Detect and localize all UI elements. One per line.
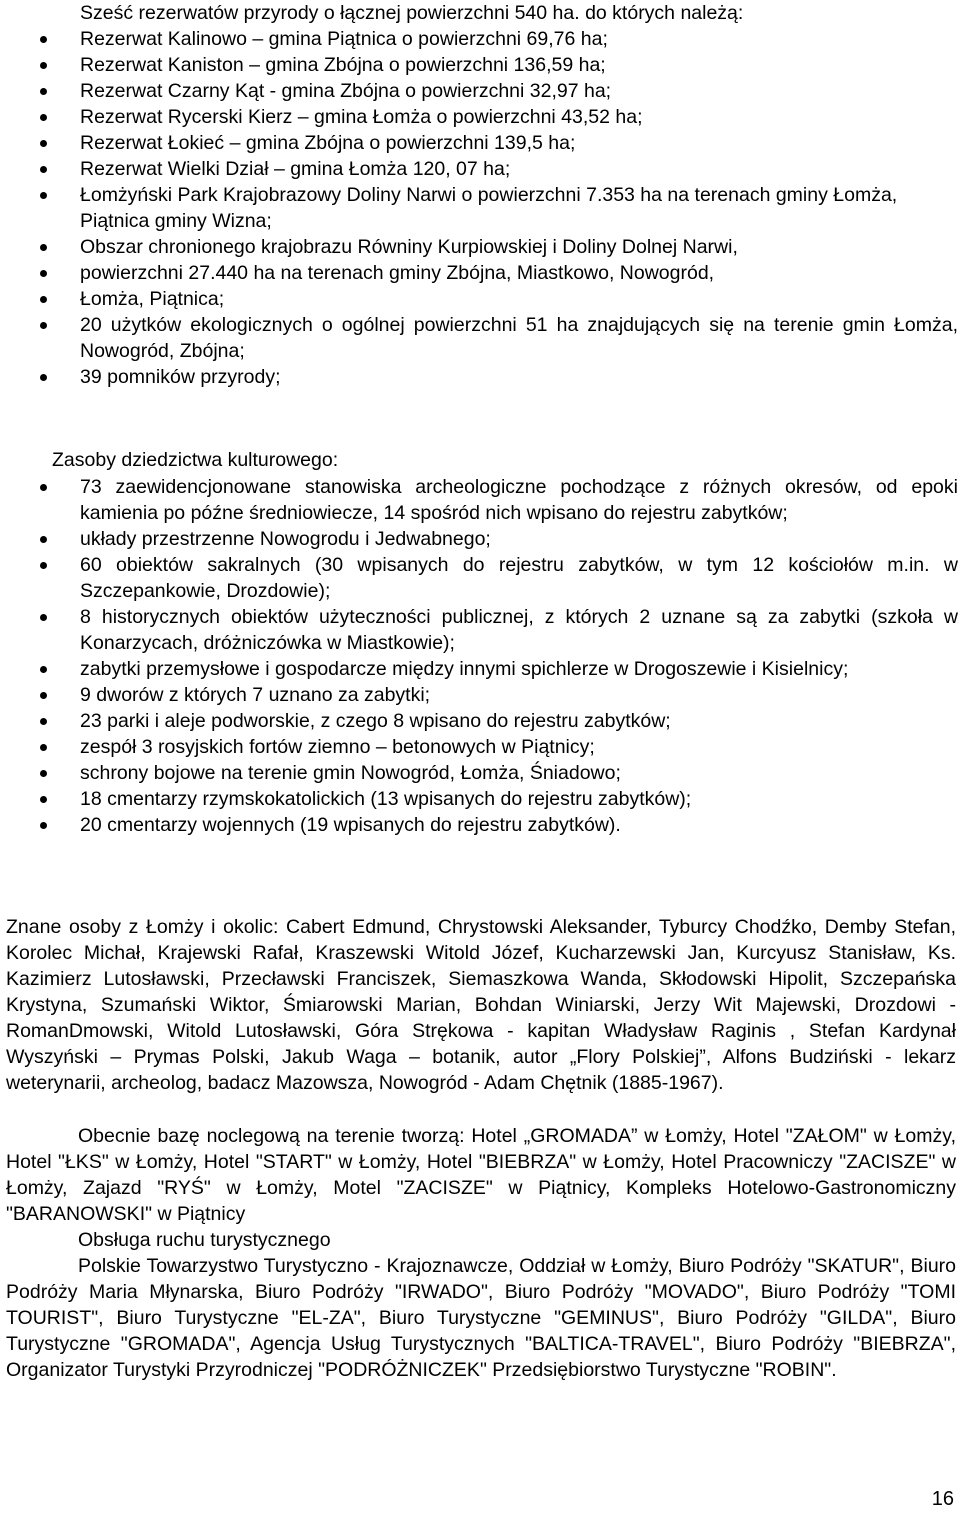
list-item: zabytki przemysłowe i gospodarcze między innymi spichlerze w Drogoszewie i Kisielnicy;	[0, 656, 960, 682]
bullet-icon	[40, 36, 47, 43]
famous-people-paragraph: Znane osoby z Łomży i okolic: Cabert Edmund, Chrystowski Aleksander, Tyburcy Chodźko, Demby Stefan, Korolec Michał, Krajewski Rafał, Kraszewski Witold Józef, Kucharzewski Jan, Kurcyusz Stanisław, Ks. Kazimierz Lutosławski, Przecławski Franciszek, Siemaszkowa Wanda, Skłodowski Hipolit, Szczepańska Krystyna, Szumański Wiktor, Śmiarowski Marian, Bohdan Winiarski, Jerzy Wit Majewski, Drozdowi - RomanDmowski, Witold Lutosławski, Góra Strękowa - kapitan Władysław Raginis , Stefan Kardynał Wyszyński – Prymas Polski, Jakub Waga – botanik, autor „Flory Polskiej”, Alfons Budziński - lekarz weterynarii, archeolog, badacz Mazowsza, Nowogród - Adam Chętnik (1885-1967).	[6, 916, 956, 1094]
list-item: 20 użytków ekologicznych o ogólnej powierzchni 51 ha znajdujących się na terenie gmin Łomża, Nowogród, Zbójna;	[0, 312, 960, 364]
bullet-icon	[40, 718, 47, 725]
heritage-list	[0, 474, 960, 838]
list-item: Łomża, Piątnica;	[0, 286, 960, 312]
list-item: Łomżyński Park Krajobrazowy Doliny Narwi o powierzchni 7.353 ha na terenach gminy Łomża, Piątnica gminy Wizna;	[0, 182, 960, 234]
list-item: 18 cmentarzy rzymskokatolickich (13 wpisanych do rejestru zabytków);	[0, 786, 960, 812]
bullet-icon	[40, 796, 47, 803]
list-item: 9 dworów z których 7 uznano za zabytki;	[0, 682, 960, 708]
page-number: 16	[931, 1488, 954, 1510]
bullet-icon	[40, 484, 47, 491]
list-item: 39 pomników przyrody;	[0, 364, 960, 390]
list-item: 23 parki i aleje podworskie, z czego 8 wpisano do rejestru zabytków;	[0, 708, 960, 734]
bullet-icon	[40, 374, 47, 381]
bullet-icon	[40, 270, 47, 277]
bullet-icon	[40, 666, 47, 673]
bullet-icon	[40, 744, 47, 751]
list-item: 20 cmentarzy wojennych (19 wpisanych do rejestru zabytków).	[0, 812, 960, 838]
bullet-icon	[40, 114, 47, 121]
list-item: Obszar chronionego krajobrazu Równiny Kurpiowskiej i Doliny Dolnej Narwi,	[0, 234, 960, 260]
bullet-icon	[40, 296, 47, 303]
intro-text: Sześć rezerwatów przyrody o łącznej powierzchni 540 ha. do których należą:	[80, 2, 744, 24]
list-item: Rezerwat Wielki Dział – gmina Łomża 120, 07 ha;	[0, 156, 960, 182]
bullet-icon	[40, 62, 47, 69]
bullet-icon	[40, 770, 47, 777]
tourism-heading: Obsługa ruchu turystycznego	[78, 1229, 331, 1251]
bullet-icon	[40, 536, 47, 543]
list-item: Rezerwat Kaniston – gmina Zbójna o powierzchni 136,59 ha;	[0, 52, 960, 78]
bullet-icon	[40, 322, 47, 329]
bullet-icon	[40, 614, 47, 621]
list-item: Rezerwat Łokieć – gmina Zbójna o powierzchni 139,5 ha;	[0, 130, 960, 156]
bullet-icon	[40, 562, 47, 569]
list-item: 8 historycznych obiektów użyteczności publicznej, z których 2 uznane są za zabytki (szkoła w Konarzycach, dróżniczówka w Miastkowie);	[0, 604, 960, 656]
tourism-paragraph: Polskie Towarzystwo Turystyczno - Krajoznawcze, Oddział w Łomży, Biuro Podróży "SKATUR", Biuro Podróży Maria Młynarska, Biuro Podróży "IRWADO", Biuro Podróży "MOVADO", Biuro Podróży "TOMI TOURIST", Biuro Turystyczne "EL-ZA", Biuro Turystyczne "GEMINUS", Biuro Podróży "GILDA", Biuro Turystyczne "GROMADA", Agencja Usług Turystycznych "BALTICA-TRAVEL", Biuro Podróży "BIEBRZA", Organizator Turystyki Przyrodniczej "PODRÓŻNICZEK" Przedsiębiorstwo Turystyczne "ROBIN".	[6, 1255, 956, 1381]
list-item: 73 zaewidencjonowane stanowiska archeologiczne pochodzące z różnych okresów, od epoki kamienia po późne średniowiecze, 14 spośród nich wpisano do rejestru zabytków;	[0, 474, 960, 526]
bullet-icon	[40, 822, 47, 829]
list-item: 60 obiektów sakralnych (30 wpisanych do rejestru zabytków, w tym 12 kościołów m.in. w Szczepankowie, Drozdowie);	[0, 552, 960, 604]
list-item: Rezerwat Rycerski Kierz – gmina Łomża o powierzchni 43,52 ha;	[0, 104, 960, 130]
heritage-heading: Zasoby dziedzictwa kulturowego:	[52, 449, 339, 471]
list-item: Rezerwat Czarny Kąt - gmina Zbójna o powierzchni 32,97 ha;	[0, 78, 960, 104]
bullet-icon	[40, 192, 47, 199]
lodging-paragraph: Obecnie bazę noclegową na terenie tworzą: Hotel „GROMADA” w Łomży, Hotel "ZAŁOM" w Łomży, Hotel "ŁKS" w Łomży, Hotel "START" w Łomży, Hotel "BIEBRZA" w Łomży, Hotel Pracowniczy "ZACISZE" w Łomży, Zajazd "RYŚ" w Łomży, Motel "ZACISZE" w Piątnicy, Kompleks Hotelowo-Gastronomiczny "BARANOWSKI" w Piątnicy	[6, 1125, 956, 1225]
bullet-icon	[40, 140, 47, 147]
list-item: schrony bojowe na terenie gmin Nowogród, Łomża, Śniadowo;	[0, 760, 960, 786]
list-item: powierzchni 27.440 ha na terenach gminy Zbójna, Miastkowo, Nowogród,	[0, 260, 960, 286]
list-item: zespół 3 rosyjskich fortów ziemno – betonowych w Piątnicy;	[0, 734, 960, 760]
bullet-icon	[40, 166, 47, 173]
bullet-icon	[40, 88, 47, 95]
reserves-list	[0, 26, 960, 390]
list-item: Rezerwat Kalinowo – gmina Piątnica o powierzchni 69,76 ha;	[0, 26, 960, 52]
list-item: układy przestrzenne Nowogrodu i Jedwabnego;	[0, 526, 960, 552]
bullet-icon	[40, 244, 47, 251]
bullet-icon	[40, 692, 47, 699]
